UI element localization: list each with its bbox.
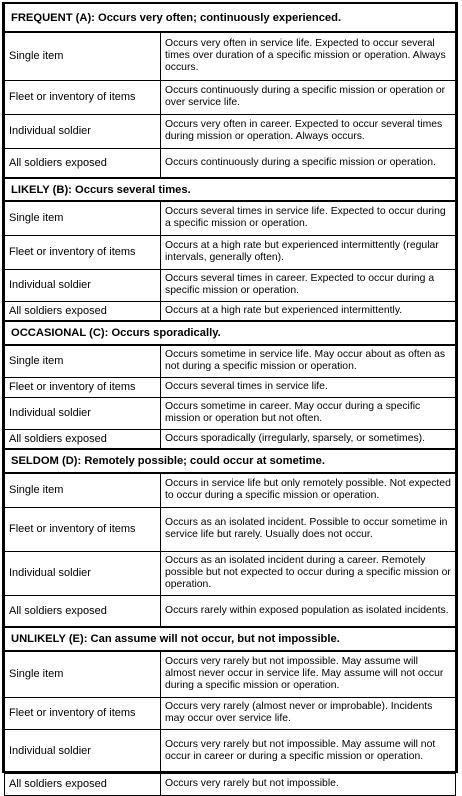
description-cell: Occurs as an isolated incident during a career. Remotely possible but not expected to occur during a specific mission or operation. [161, 551, 456, 595]
category-cell: Single item [5, 32, 161, 80]
table-row [5, 32, 456, 80]
section-heading-row [5, 321, 456, 345]
section-heading: SELDOM (D): Remotely possible; could occur at sometime. [5, 449, 456, 473]
description-cell: Occurs in service life but only remotely possible. Not expected to occur during a specific mission or operation. [161, 473, 456, 507]
description-cell: Occurs very rarely but not impossible. May assume will not occur in career or during a specific mission or operation. [161, 729, 456, 773]
category-cell: All soldiers exposed [5, 773, 161, 795]
section-heading-row [5, 627, 456, 651]
section-heading-row [5, 449, 456, 473]
category-cell: Fleet or inventory of items [5, 697, 161, 729]
description-cell: Occurs rarely within exposed population as isolated incidents. [161, 595, 456, 627]
category-cell: All soldiers exposed [5, 148, 161, 178]
category-cell: Single item [5, 473, 161, 507]
table-row [5, 473, 456, 507]
category-cell: Single item [5, 651, 161, 697]
description-cell: Occurs several times in career. Expected to occur during a specific mission or operation. [161, 269, 456, 301]
table-row [5, 235, 456, 269]
table-row [5, 345, 456, 377]
description-cell: Occurs several times in service life. [161, 377, 456, 397]
table-row [5, 697, 456, 729]
table-row [5, 507, 456, 551]
table-row [5, 551, 456, 595]
category-cell: Individual soldier [5, 114, 161, 148]
table-row [5, 377, 456, 397]
category-cell: Individual soldier [5, 551, 161, 595]
description-cell: Occurs several times in service life. Expected to occur during a specific mission or operation. [161, 201, 456, 235]
category-cell: Individual soldier [5, 269, 161, 301]
table-row [5, 301, 456, 321]
description-cell: Occurs sometime in career. May occur during a specific mission or operation but not often. [161, 397, 456, 429]
section-heading-row [5, 4, 456, 32]
section-heading: FREQUENT (A): Occurs very often; continuously experienced. [5, 4, 456, 32]
category-cell: All soldiers exposed [5, 595, 161, 627]
category-cell: Individual soldier [5, 397, 161, 429]
category-cell: Fleet or inventory of items [5, 377, 161, 397]
description-cell: Occurs very often in career. Expected to occur several times during mission or operation. Always occurs. [161, 114, 456, 148]
category-cell: Individual soldier [5, 729, 161, 773]
category-cell: Single item [5, 345, 161, 377]
table-row [5, 114, 456, 148]
category-cell: All soldiers exposed [5, 301, 161, 321]
table-row [5, 729, 456, 773]
category-cell: Fleet or inventory of items [5, 235, 161, 269]
description-cell: Occurs at a high rate but experienced intermittently (regular intervals, generally often). [161, 235, 456, 269]
category-cell: All soldiers exposed [5, 429, 161, 449]
description-cell: Occurs sporadically (irregularly, sparsely, or sometimes). [161, 429, 456, 449]
section-heading: LIKELY (B): Occurs several times. [5, 178, 456, 201]
table-row [5, 269, 456, 301]
section-heading: UNLIKELY (E): Can assume will not occur, but not impossible. [5, 627, 456, 651]
description-cell: Occurs at a high rate but experienced intermittently. [161, 301, 456, 321]
table-row [5, 429, 456, 449]
category-cell: Single item [5, 201, 161, 235]
table-row [5, 397, 456, 429]
probability-definitions-table [2, 2, 458, 790]
category-cell: Fleet or inventory of items [5, 80, 161, 114]
category-cell: Fleet or inventory of items [5, 507, 161, 551]
section-heading-row [5, 178, 456, 201]
description-cell: Occurs as an isolated incident. Possible to occur sometime in service life but rarely. Usually does not occur. [161, 507, 456, 551]
table-row [5, 651, 456, 697]
description-cell: Occurs very rarely (almost never or improbable). Incidents may occur over service life. [161, 697, 456, 729]
description-cell: Occurs very rarely but not impossible. [161, 773, 456, 795]
section-heading: OCCASIONAL (C): Occurs sporadically. [5, 321, 456, 345]
description-cell: Occurs continuously during a specific mission or operation. [161, 148, 456, 178]
description-cell: Occurs continuously during a specific mission or operation or over service life. [161, 80, 456, 114]
description-cell: Occurs sometime in service life. May occur about as often as not during a specific mission or operation. [161, 345, 456, 377]
table-row [5, 773, 456, 795]
table-row [5, 595, 456, 627]
description-cell: Occurs very often in service life. Expected to occur several times over duration of a specific mission or operation. Always occurs. [161, 32, 456, 80]
description-cell: Occurs very rarely but not impossible. May assume will almost never occur in service life. May assume will not occur during a specific mission or operation. [161, 651, 456, 697]
table-body [4, 4, 456, 796]
table-row [5, 201, 456, 235]
table-row [5, 148, 456, 178]
table-row [5, 80, 456, 114]
